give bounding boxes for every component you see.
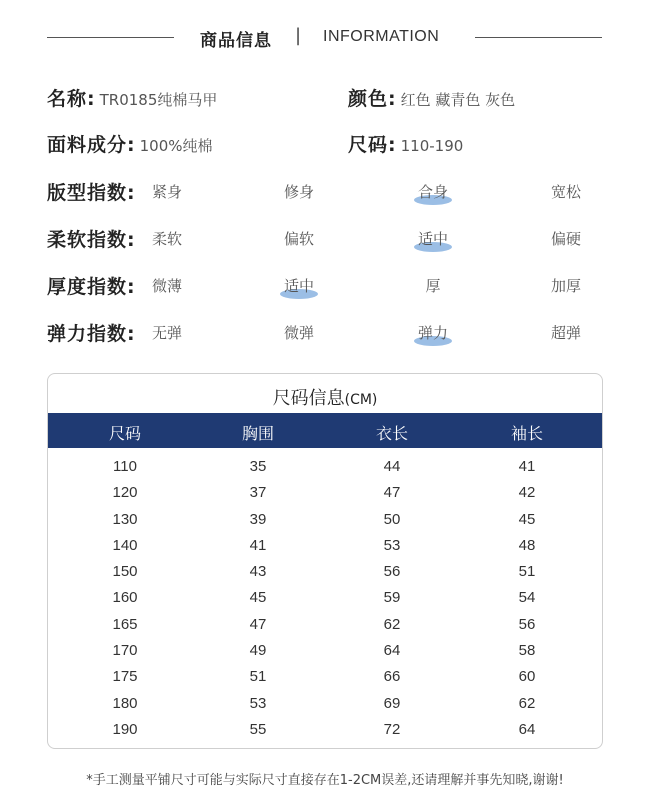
table-row: [48, 480, 602, 506]
table-cell: 56: [383, 563, 401, 581]
size-table-title-text: 尺码信息: [272, 388, 345, 409]
table-cell: 48: [518, 536, 536, 554]
table-cell: 35: [249, 458, 267, 475]
index-label: 版型指数:: [47, 182, 136, 204]
index-option: [551, 322, 581, 343]
table-cell: 69: [383, 694, 401, 712]
index-option: [425, 275, 440, 296]
table-row: [48, 507, 602, 533]
table-cell: 62: [518, 694, 536, 712]
table-cell: 72: [383, 720, 401, 738]
index-label: 柔软指数:: [47, 229, 136, 251]
index-option-text: 超弹: [550, 324, 582, 342]
product-size-label: 尺码:: [348, 134, 397, 156]
table-cell: 66: [383, 668, 401, 686]
index-row: [0, 319, 650, 349]
index-option: [152, 275, 182, 296]
table-cell: 53: [249, 694, 267, 712]
table-cell: 55: [249, 720, 267, 738]
table-row: [48, 454, 602, 480]
index-row: [0, 225, 650, 255]
index-option: [284, 322, 314, 343]
table-cell: 110: [113, 458, 137, 475]
table-cell: 58: [518, 642, 536, 660]
table-cell: 50: [383, 510, 401, 528]
table-cell: 140: [112, 536, 138, 554]
table-cell: 44: [383, 458, 401, 475]
index-label: 厚度指数:: [47, 276, 136, 298]
header-separator: |: [295, 25, 302, 46]
table-cell: 120: [112, 484, 138, 502]
table-cell: 51: [249, 668, 267, 686]
table-cell: 64: [383, 642, 401, 660]
table-row: [48, 691, 602, 717]
column-header: 胸围: [241, 424, 274, 443]
table-cell: 54: [518, 589, 536, 607]
size-table: [47, 373, 603, 749]
table-cell: 47: [249, 615, 267, 633]
table-cell: 41: [518, 458, 536, 475]
index-option-selected: [418, 228, 448, 249]
table-cell: 59: [383, 589, 401, 607]
index-option-text: 修身: [283, 183, 315, 201]
header-line-left: [47, 37, 174, 38]
table-row: [48, 638, 602, 664]
index-option-text: 厚: [425, 277, 441, 295]
index-option: [152, 181, 182, 202]
index-option-selected: [418, 322, 448, 343]
table-cell: 37: [249, 484, 267, 502]
index-option-text: 紧身: [151, 183, 183, 201]
table-cell: 42: [518, 484, 536, 502]
index-option: [284, 228, 314, 249]
table-cell: 45: [518, 510, 536, 528]
table-cell: 170: [112, 642, 138, 660]
product-size: [348, 130, 463, 157]
table-cell: 160: [112, 589, 138, 607]
product-fabric: [47, 130, 213, 157]
table-cell: 39: [249, 510, 267, 528]
table-row: [48, 612, 602, 638]
header-line-right: [475, 37, 602, 38]
index-option-text: 合身: [417, 183, 449, 201]
index-option-text: 宽松: [550, 183, 582, 201]
header-title-en: INFORMATION: [323, 28, 440, 45]
table-cell: 175: [112, 668, 138, 686]
index-option-text: 偏硬: [550, 230, 582, 248]
size-table-unit: (CM): [344, 392, 378, 408]
section-header: [0, 24, 650, 52]
index-option: [284, 181, 314, 202]
product-name-label: 名称:: [47, 88, 96, 110]
product-color-value: 红色 藏青色 灰色: [400, 91, 516, 109]
index-option-text: 偏软: [283, 230, 315, 248]
product-fabric-label: 面料成分:: [47, 134, 136, 156]
table-cell: 56: [518, 615, 536, 633]
table-cell: 60: [518, 668, 536, 686]
index-option-text: 适中: [283, 277, 315, 295]
size-table-body: [48, 454, 602, 743]
index-option: [551, 181, 581, 202]
measurement-footnote: *手工测量平铺尺寸可能与实际尺寸直接存在1-2CM误差,还请理解并事先知晓,谢谢!: [86, 773, 564, 788]
index-label: 弹力指数:: [47, 323, 136, 345]
table-cell: 165: [112, 615, 138, 633]
table-cell: 53: [383, 536, 401, 554]
index-option-selected: [284, 275, 314, 296]
index-option-text: 弹力: [417, 324, 449, 342]
product-fabric-value: 100%纯棉: [139, 137, 213, 155]
table-row: [48, 585, 602, 611]
size-table-title: [48, 384, 602, 410]
table-cell: 45: [249, 589, 267, 607]
product-size-value: 110-190: [400, 137, 464, 155]
table-row: [48, 533, 602, 559]
table-row: [48, 559, 602, 585]
table-cell: 43: [249, 563, 267, 581]
product-color-label: 颜色:: [348, 88, 397, 110]
table-cell: 49: [249, 642, 267, 660]
table-cell: 51: [518, 563, 536, 581]
index-option: [551, 275, 581, 296]
index-option: [152, 322, 182, 343]
table-cell: 190: [112, 720, 138, 738]
table-cell: 41: [249, 536, 267, 554]
table-cell: 62: [383, 615, 401, 633]
size-table-header: [48, 413, 602, 448]
column-header: 袖长: [510, 424, 543, 443]
index-row: [0, 178, 650, 208]
index-option: [152, 228, 182, 249]
column-header: 衣长: [375, 424, 408, 443]
index-option-text: 适中: [417, 230, 449, 248]
header-title-cn: 商品信息: [200, 31, 272, 51]
index-option-selected: [418, 181, 448, 202]
index-row: [0, 272, 650, 302]
column-header: 尺码: [108, 424, 141, 443]
index-option-text: 微薄: [151, 277, 183, 295]
index-option-text: 无弹: [151, 324, 183, 342]
table-cell: 64: [518, 720, 536, 738]
index-option-text: 柔软: [151, 230, 183, 248]
product-name-value: TR0185纯棉马甲: [99, 91, 218, 109]
table-cell: 130: [112, 510, 138, 528]
index-option: [551, 228, 581, 249]
product-name: [47, 84, 217, 111]
table-cell: 180: [112, 694, 138, 712]
table-cell: 47: [383, 484, 401, 502]
table-cell: 150: [112, 563, 138, 581]
table-row: [48, 717, 602, 743]
table-row: [48, 664, 602, 690]
index-option-text: 加厚: [550, 277, 582, 295]
index-option-text: 微弹: [283, 324, 315, 342]
product-color: [348, 84, 515, 111]
